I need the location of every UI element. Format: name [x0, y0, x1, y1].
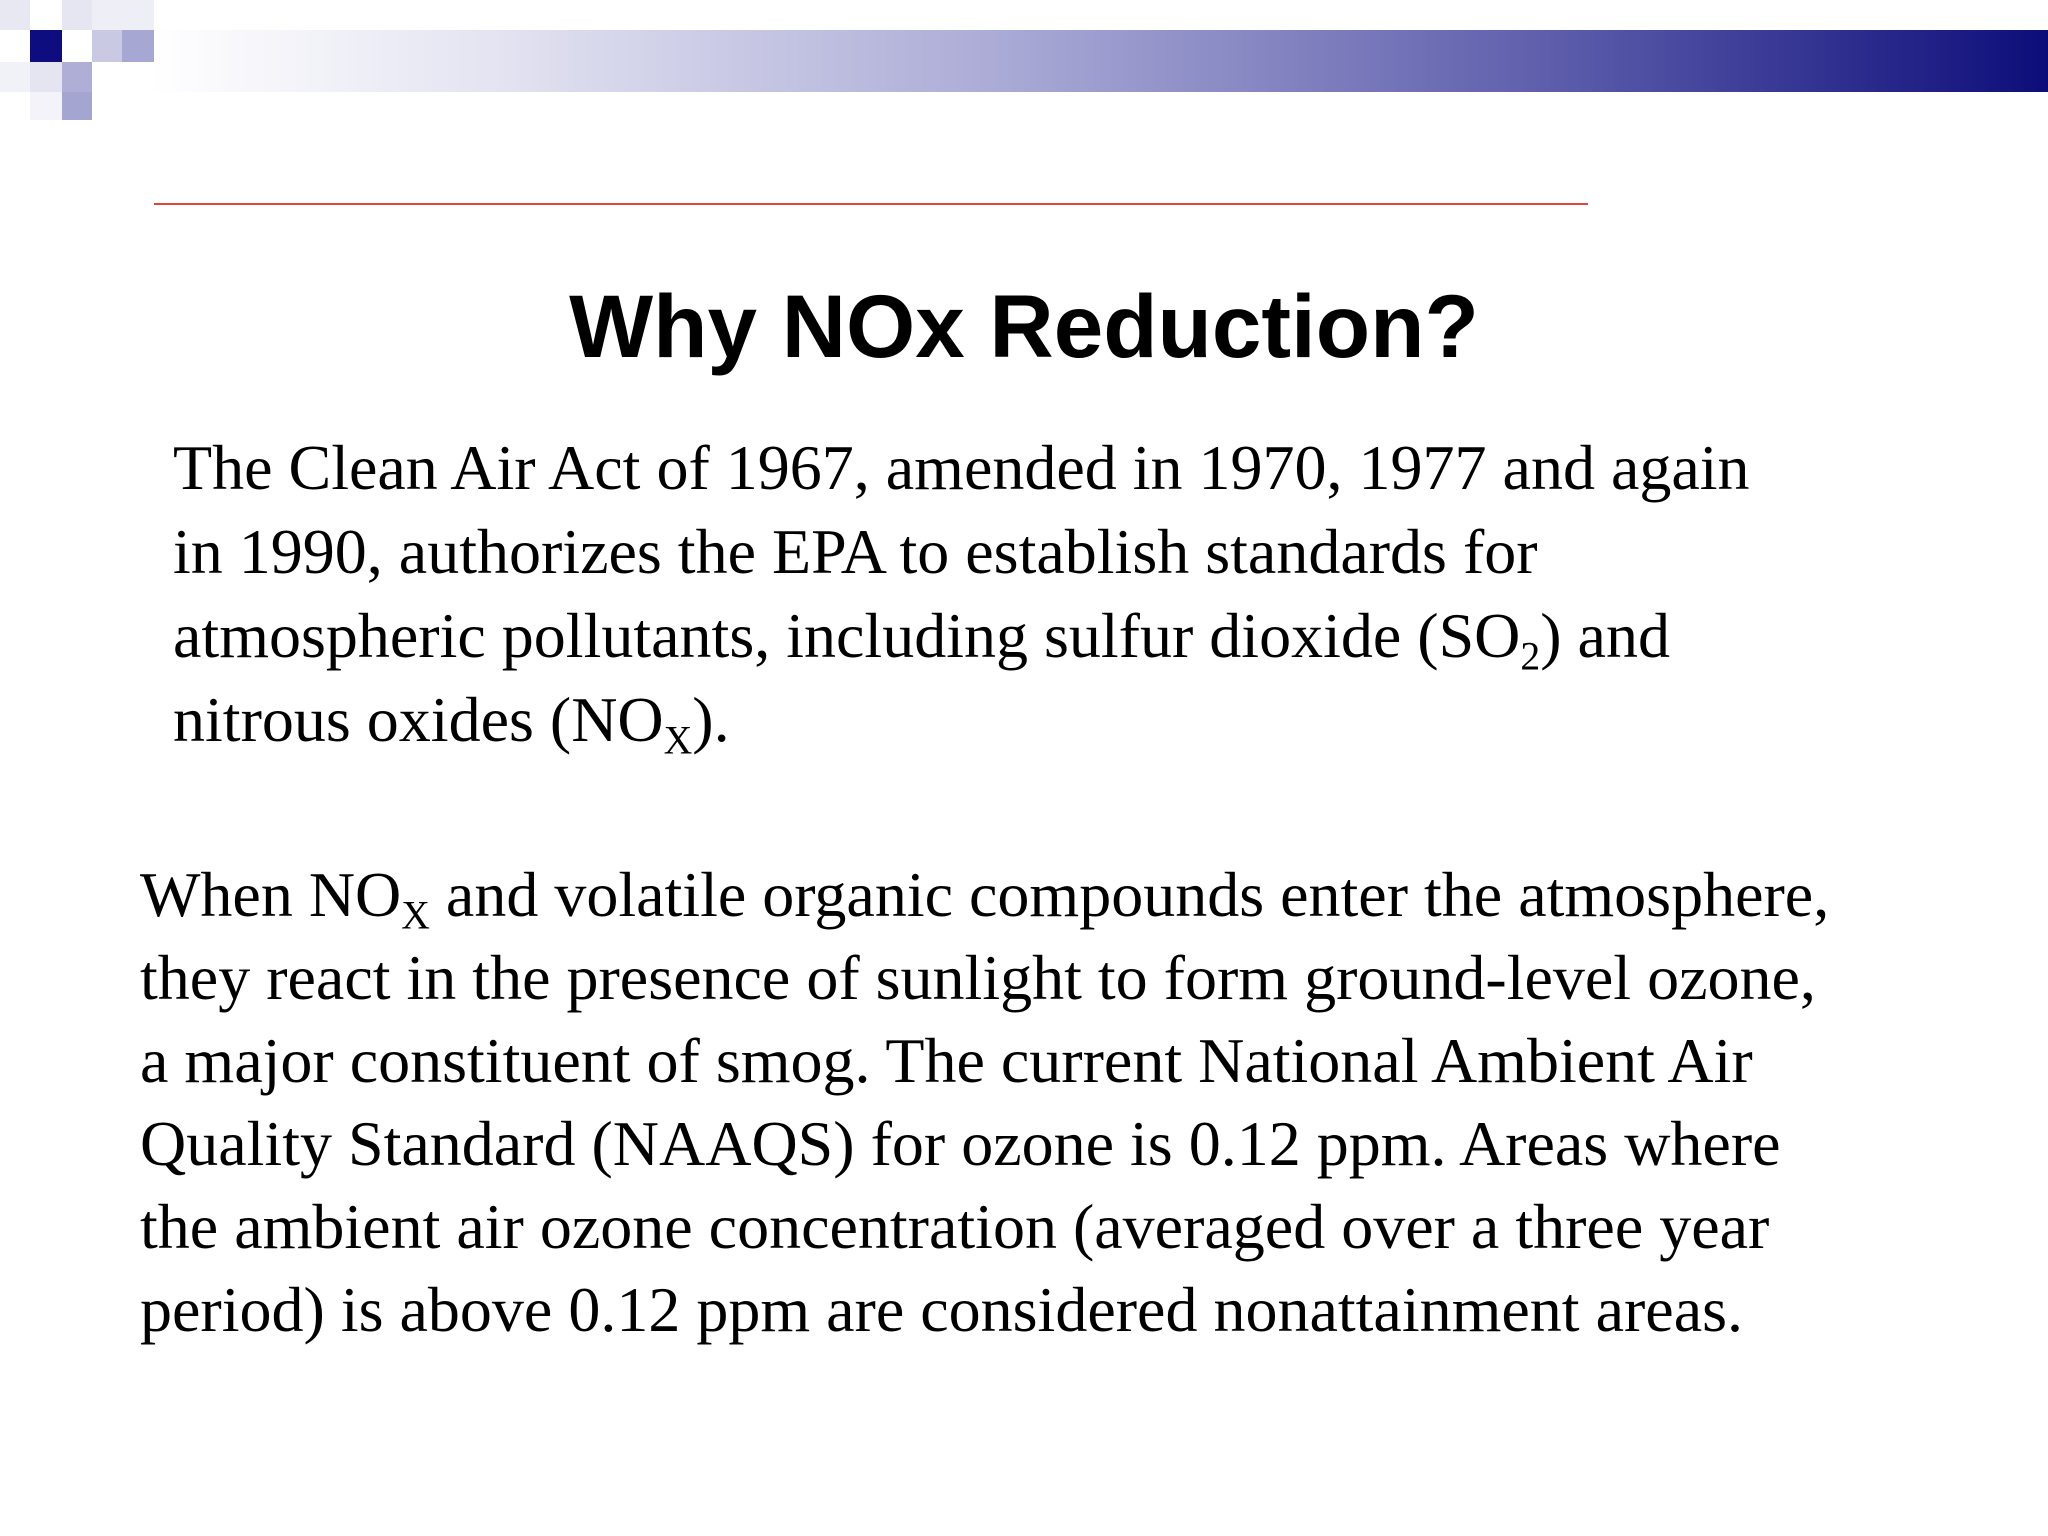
- text-segment: ) and: [1540, 600, 1670, 671]
- text-segment: When NO: [140, 859, 402, 930]
- paragraph-line: [140, 853, 2020, 936]
- text-segment: ).: [692, 684, 730, 755]
- paragraph-line: the ambient air ozone concentration (averaged over a three year: [140, 1191, 1770, 1262]
- decor-square: [92, 0, 154, 30]
- subscript: X: [401, 893, 430, 938]
- paragraph-clean-air-act: [173, 426, 1913, 762]
- subscript: X: [663, 718, 693, 763]
- paragraph-line: they react in the presence of sunlight to form ground-level ozone,: [140, 942, 1816, 1013]
- paragraph-ozone: [140, 853, 2020, 1351]
- text-segment: and volatile organic compounds enter the atmosphere,: [429, 859, 1830, 930]
- decor-square: [0, 0, 30, 30]
- paragraph-line: The Clean Air Act of 1967, amended in 1970, 1977 and again: [173, 432, 1750, 503]
- decor-square: [122, 30, 154, 62]
- text-segment: atmospheric pollutants, including sulfur dioxide (SO: [173, 600, 1521, 671]
- decor-square: [92, 30, 122, 62]
- decor-square: [30, 62, 62, 92]
- subscript: 2: [1520, 634, 1541, 679]
- decor-square: [30, 92, 62, 120]
- decor-square-dark: [30, 30, 62, 62]
- decor-square: [62, 62, 92, 92]
- decor-square: [62, 0, 92, 30]
- slide-title: Why NOx Reduction?: [569, 276, 1479, 376]
- paragraph-line: period) is above 0.12 ppm are considered nonattainment areas.: [140, 1274, 1743, 1345]
- paragraph-line: a major constituent of smog. The current National Ambient Air: [140, 1025, 1753, 1096]
- decor-square: [0, 62, 30, 92]
- header-gradient-banner: [150, 30, 2048, 92]
- title-divider-line: [154, 203, 1588, 205]
- paragraph-line: Quality Standard (NAAQS) for ozone is 0.12 ppm. Areas where: [140, 1108, 1781, 1179]
- paragraph-line: [173, 678, 1913, 762]
- paragraph-line: [173, 594, 1913, 678]
- text-segment: nitrous oxides (NO: [173, 684, 664, 755]
- paragraph-line: in 1990, authorizes the EPA to establish standards for: [173, 516, 1538, 587]
- decor-square: [62, 92, 92, 120]
